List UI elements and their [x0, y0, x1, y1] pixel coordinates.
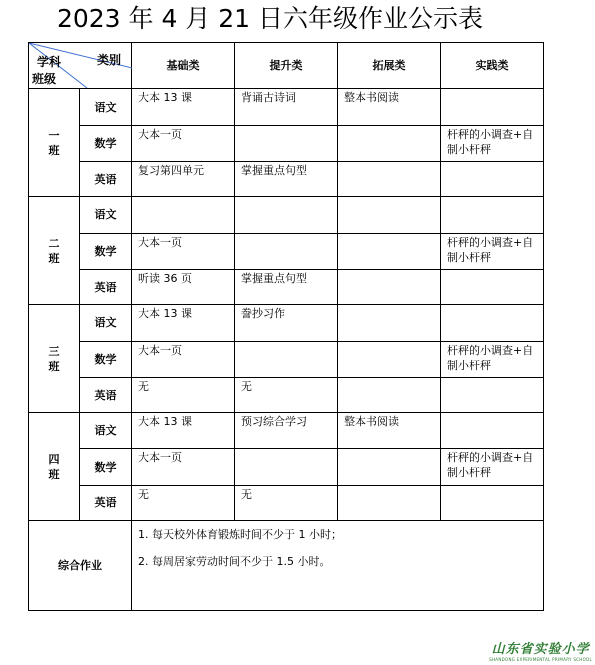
homework-cell-practice: [441, 377, 544, 412]
homework-cell-extension: [338, 305, 441, 341]
table-row: [29, 377, 544, 412]
subject-chinese: 语文: [80, 305, 132, 341]
subject-math: 数学: [80, 125, 132, 161]
table-row: [29, 413, 544, 449]
corner-label-class: 班级: [32, 72, 57, 86]
homework-cell-extension: 整本书阅读: [338, 413, 441, 449]
table-row: [29, 89, 544, 125]
homework-cell-extension: 整本书阅读: [338, 89, 441, 125]
homework-table: [28, 42, 544, 611]
homework-cell-extension: [338, 233, 441, 269]
homework-cell-advanced: [235, 341, 338, 377]
comprehensive-label: 综合作业: [29, 521, 132, 611]
homework-cell-advanced: [235, 233, 338, 269]
homework-cell-basic: 无: [132, 485, 235, 520]
subject-chinese: 语文: [80, 197, 132, 233]
class-1-label-char: 班: [48, 143, 60, 157]
homework-cell-advanced: 掌握重点句型: [235, 162, 338, 197]
homework-cell-extension: [338, 449, 441, 485]
page-title: 2023 年 4 月 21 日六年级作业公示表: [56, 4, 484, 33]
class-4-label-char: 班: [48, 467, 60, 481]
homework-cell-basic: 大本 13 课: [132, 89, 235, 125]
note-item: 2. 每周居家劳动时间不少于 1.5 小时。: [138, 555, 331, 569]
class-2-label-char: 班: [48, 251, 60, 265]
class-1-label-cell: [29, 89, 80, 197]
table-row: [29, 233, 544, 269]
subject-chinese: 语文: [80, 89, 132, 125]
subject-math: 数学: [80, 341, 132, 377]
subject-math: 数学: [80, 449, 132, 485]
corner-label-category: 类别: [96, 53, 121, 67]
homework-cell-practice: [441, 162, 544, 197]
table-row: [29, 269, 544, 304]
homework-cell-advanced: 背诵古诗词: [235, 89, 338, 125]
table-row: [29, 341, 544, 377]
table-row: [29, 125, 544, 161]
table-row: [29, 162, 544, 197]
class-2-label-char: 二: [48, 236, 60, 250]
class-4-label-cell: [29, 413, 80, 521]
subject-english: 英语: [80, 269, 132, 304]
homework-cell-practice: 杆秤的小调查+自制小杆秤: [441, 233, 544, 269]
class-1-label-char: 一: [48, 128, 60, 142]
comprehensive-notes: [132, 521, 544, 611]
homework-cell-advanced: 誊抄习作: [235, 305, 338, 341]
homework-cell-basic: 大本一页: [132, 233, 235, 269]
homework-cell-extension: [338, 269, 441, 304]
homework-cell-basic: 听读 36 页: [132, 269, 235, 304]
homework-cell-extension: [338, 377, 441, 412]
homework-cell-practice: [441, 89, 544, 125]
homework-cell-basic: 大本一页: [132, 449, 235, 485]
homework-cell-advanced: 预习综合学习: [235, 413, 338, 449]
homework-cell-basic: 大本一页: [132, 341, 235, 377]
subject-chinese: 语文: [80, 413, 132, 449]
column-header-extension: 拓展类: [338, 43, 441, 89]
table-row: [29, 485, 544, 520]
homework-cell-basic: 复习第四单元: [132, 162, 235, 197]
homework-cell-advanced: [235, 449, 338, 485]
homework-cell-basic: 大本 13 课: [132, 305, 235, 341]
homework-cell-advanced: [235, 125, 338, 161]
column-header-practice: 实践类: [441, 43, 544, 89]
comprehensive-row: [29, 521, 544, 611]
logo-subtext: SHANDONG EXPERIMENTAL PRIMARY SCHOOL: [489, 657, 592, 662]
homework-cell-advanced: 无: [235, 377, 338, 412]
class-2-label-cell: [29, 197, 80, 305]
homework-cell-extension: [338, 341, 441, 377]
class-3-label-char: 班: [48, 359, 60, 373]
homework-cell-practice: [441, 269, 544, 304]
homework-cell-basic: 大本 13 课: [132, 413, 235, 449]
homework-cell-practice: [441, 413, 544, 449]
homework-cell-advanced: 无: [235, 485, 338, 520]
homework-cell-practice: [441, 485, 544, 520]
homework-cell-extension: [338, 125, 441, 161]
school-logo: [489, 638, 592, 662]
header-row: [29, 43, 544, 89]
corner-label-subject: 学科: [37, 55, 62, 69]
table-row: [29, 449, 544, 485]
homework-cell-practice: [441, 197, 544, 233]
table-row: [29, 305, 544, 341]
homework-cell-advanced: [235, 197, 338, 233]
class-3-label-cell: [29, 305, 80, 413]
column-header-basic: 基础类: [132, 43, 235, 89]
homework-cell-advanced: 掌握重点句型: [235, 269, 338, 304]
class-4-label-char: 四: [48, 452, 60, 466]
homework-cell-extension: [338, 162, 441, 197]
homework-cell-practice: 杆秤的小调查+自制小杆秤: [441, 341, 544, 377]
note-item: 1. 每天校外体育锻炼时间不少于 1 小时；: [138, 528, 342, 542]
homework-cell-extension: [338, 197, 441, 233]
homework-cell-practice: 杆秤的小调查+自制小杆秤: [441, 449, 544, 485]
homework-cell-extension: [338, 485, 441, 520]
homework-cell-basic: 无: [132, 377, 235, 412]
class-3-label-char: 三: [48, 344, 60, 358]
subject-math: 数学: [80, 233, 132, 269]
homework-cell-practice: 杆秤的小调查+自制小杆秤: [441, 125, 544, 161]
subject-english: 英语: [80, 162, 132, 197]
table-row: [29, 197, 544, 233]
column-header-advanced: 提升类: [235, 43, 338, 89]
corner-header-cell: [29, 43, 132, 89]
logo-text: 山东省实验小学: [491, 642, 590, 657]
subject-english: 英语: [80, 377, 132, 412]
homework-cell-basic: 大本一页: [132, 125, 235, 161]
homework-cell-practice: [441, 305, 544, 341]
homework-cell-basic: [132, 197, 235, 233]
subject-english: 英语: [80, 485, 132, 520]
